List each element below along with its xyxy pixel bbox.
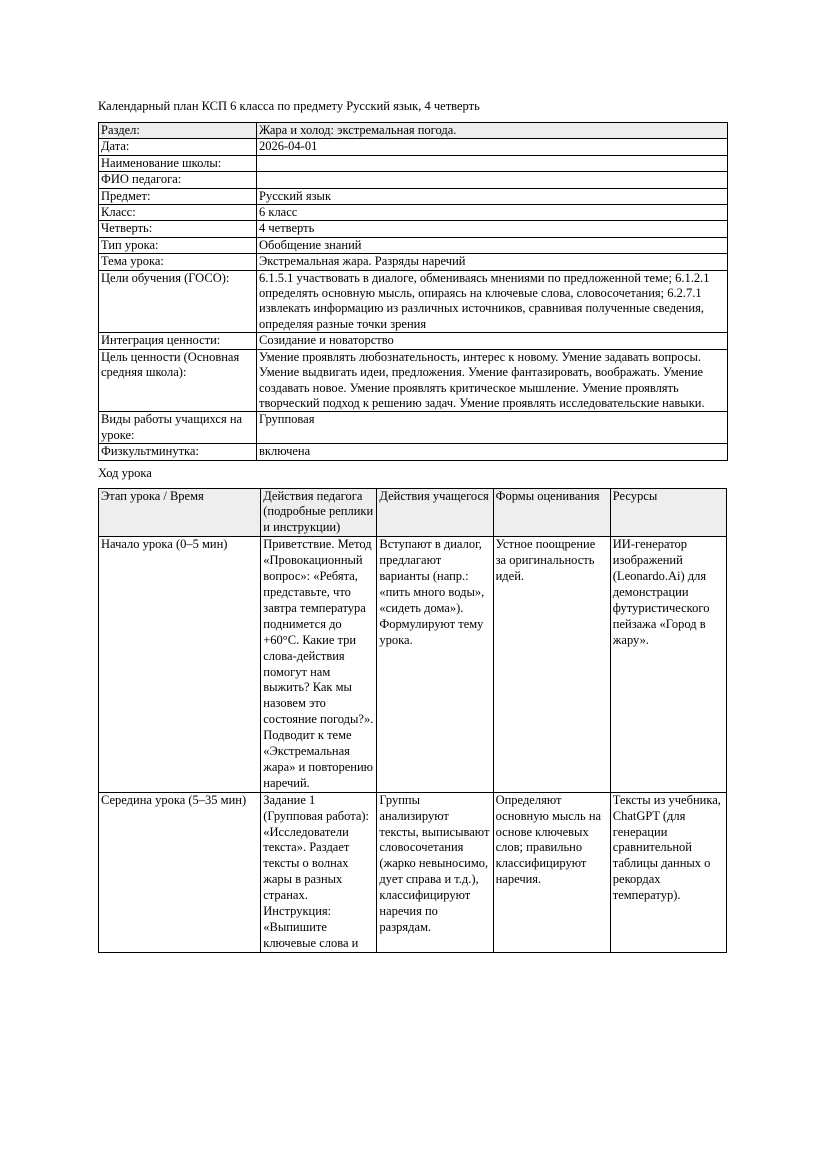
info-value: включена	[257, 444, 728, 460]
lesson-info-table	[98, 122, 728, 461]
cell-teacher-actions: Приветствие. Метод «Провокационный вопрос»: «Ребята, представьте, что завтра температура поднимется до +60°C. Какие три слова-действия помогут нам выжить? Как мы назовем это состояние погоды?». Подводит к теме «Экстремальная жара» и повторению наречий.	[261, 537, 377, 793]
cell-stage: Середина урока (5–35 мин)	[99, 792, 261, 952]
cell-teacher-actions: Задание 1 (Групповая работа): «Исследователи текста». Раздает тексты о волнах жары в разных странах. Инструкция: «Выпишите ключевые слова и	[261, 792, 377, 952]
cell-student-actions: Вступают в диалог, предлагают варианты (напр.: «пить много воды», «сидеть дома»). Формулируют тему урока.	[377, 537, 493, 793]
info-value: Обобщение знаний	[257, 237, 728, 253]
table-row	[99, 254, 728, 270]
table-row	[99, 188, 728, 204]
info-value	[257, 172, 728, 188]
info-value: Созидание и новаторство	[257, 333, 728, 349]
table-row	[99, 537, 727, 793]
info-label: Интеграция ценности:	[99, 333, 257, 349]
table-row	[99, 237, 728, 253]
cell-assessment: Устное поощрение за оригинальность идей.	[493, 537, 610, 793]
info-label: Тип урока:	[99, 237, 257, 253]
info-label: Физкультминутка:	[99, 444, 257, 460]
info-label: Цель ценности (Основная средняя школа):	[99, 349, 257, 412]
table-row	[99, 123, 728, 139]
info-label: Предмет:	[99, 188, 257, 204]
lesson-flow-table	[98, 488, 727, 953]
info-value: Русский язык	[257, 188, 728, 204]
cell-resources: ИИ-генератор изображений (Leonardo.Ai) для демонстрации футуристического пейзажа «Город в жару».	[610, 537, 726, 793]
table-row	[99, 349, 728, 412]
cell-assessment: Определяют основную мысль на основе ключевых слов; правильно классифицируют наречия.	[493, 792, 610, 952]
column-header-resources: Ресурсы	[610, 488, 726, 537]
info-value: Экстремальная жара. Разряды наречий	[257, 254, 728, 270]
table-row	[99, 205, 728, 221]
cell-student-actions: Группы анализируют тексты, выписывают словосочетания (жарко невыносимо, дует справа и т.д.), классифицируют наречия по разрядам.	[377, 792, 493, 952]
info-value: Жара и холод: экстремальная погода.	[257, 123, 728, 139]
info-label: Наименование школы:	[99, 155, 257, 171]
table-row	[99, 221, 728, 237]
info-label: Раздел:	[99, 123, 257, 139]
section-heading: Ход урока	[98, 465, 152, 480]
column-header-assessment: Формы оценивания	[493, 488, 610, 537]
info-value	[257, 155, 728, 171]
table-row	[99, 155, 728, 171]
info-label: Тема урока:	[99, 254, 257, 270]
info-value: Умение проявлять любознательность, интерес к новому. Умение задавать вопросы. Умение выдвигать идеи, предложения. Умение фантазировать, воображать. Умение создавать новое. Умение проявлять критическое мышление. Умение проявлять творческий подход к решению задач. Умение проявлять исследовательские навыки.	[257, 349, 728, 412]
info-value: 4 четверть	[257, 221, 728, 237]
table-row	[99, 333, 728, 349]
document-title: Календарный план КСП 6 класса по предмету Русский язык, 4 четверть	[98, 99, 480, 113]
info-label: Класс:	[99, 205, 257, 221]
info-label: Дата:	[99, 139, 257, 155]
cell-resources: Тексты из учебника, ChatGPT (для генерации сравнительной таблицы данных о рекордах температур).	[610, 792, 726, 952]
info-value: Групповая	[257, 412, 728, 444]
cell-stage: Начало урока (0–5 мин)	[99, 537, 261, 793]
info-label: Цели обучения (ГОСО):	[99, 270, 257, 333]
column-header-teacher-actions: Действия педагога (подробные реплики и инструкции)	[261, 488, 377, 537]
table-row	[99, 270, 728, 333]
info-value: 6 класс	[257, 205, 728, 221]
table-row	[99, 412, 728, 444]
column-header-student-actions: Действия учащегося	[377, 488, 493, 537]
table-row	[99, 172, 728, 188]
table-row	[99, 139, 728, 155]
column-header-stage: Этап урока / Время	[99, 488, 261, 537]
table-header-row	[99, 488, 727, 537]
table-row	[99, 444, 728, 460]
info-label: Виды работы учащихся на уроке:	[99, 412, 257, 444]
table-row	[99, 792, 727, 952]
info-label: ФИО педагога:	[99, 172, 257, 188]
info-label: Четверть:	[99, 221, 257, 237]
info-value: 2026-04-01	[257, 139, 728, 155]
info-value: 6.1.5.1 участвовать в диалоге, обмениваясь мнениями по предложенной теме; 6.1.2.1 определять основную мысль, опираясь на ключевые слова, словосочетания; 6.2.7.1 извлекать информацию из различных источников, сравнивая полученные сведения, определяя разные точки зрения	[257, 270, 728, 333]
